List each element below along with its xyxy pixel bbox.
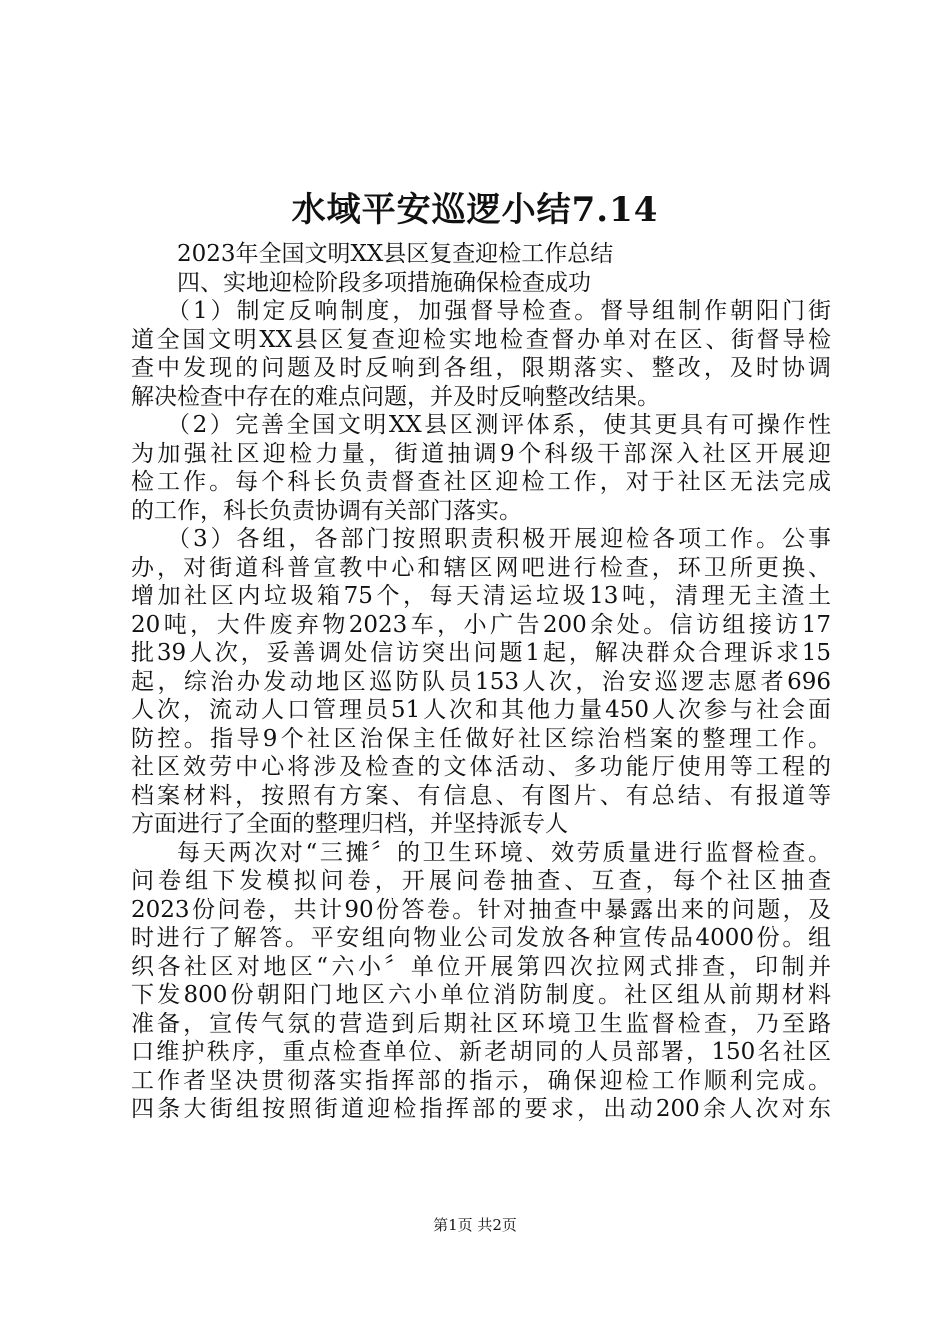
body-line: （2）完善全国文明XX县区测评体系，使其更具有可操作性: [167, 412, 831, 438]
body-line: 方面进行了全面的整理归档，并坚持派专人: [131, 811, 568, 837]
body-line: 防控。指导9个社区治保主任做好社区综治档案的整理工作。: [131, 725, 831, 752]
body-line: 2023份问卷，共计90份答卷。针对抽查中暴露出来的问题，及: [131, 896, 831, 923]
body-line: 起，综治办发动地区巡防队员153人次，治安巡逻志愿者696: [131, 668, 831, 695]
body-line: 社区效劳中心将涉及检查的文体活动、多功能厅使用等工程的: [131, 754, 831, 780]
body-line: 下发800份朝阳门地区六小单位消防制度。社区组从前期材料: [131, 982, 831, 1008]
body-line: 道全国文明XX县区复查迎检实地检查督办单对在区、街督导检: [131, 326, 831, 353]
body-line: 织各社区对地区“六小〞单位开展第四次拉网式排查，印制并: [131, 953, 831, 980]
body-line: 四条大街组按照街道迎检指挥部的要求，出动200余人次对东: [131, 1096, 831, 1122]
body-line: 办，对街道科普宣教中心和辖区网吧进行检查，环卫所更换、: [131, 554, 831, 581]
body-line: 人次，流动人口管理员51人次和其他力量450人次参与社会面: [131, 697, 831, 723]
body-line: 工作者坚决贯彻落实指挥部的指示，确保迎检工作顺利完成。: [131, 1067, 831, 1094]
document-title: 水域平安巡逻小结7.14: [291, 190, 659, 230]
body-line: 口维护秩序，重点检查单位、新老胡同的人员部署，150名社区: [131, 1039, 831, 1065]
body-line: 为加强社区迎检力量，街道抽调9个科级干部深入社区开展迎: [131, 440, 831, 467]
body-line: 查中发现的问题及时反响到各组，限期落实、整改，及时协调: [131, 355, 831, 381]
body-line: 增加社区内垃圾箱75个，每天清运垃圾13吨，清理无主渣土: [131, 583, 831, 609]
body-line: 2023年全国文明XX县区复查迎检工作总结: [177, 241, 614, 267]
body-line: 时进行了解答。平安组向物业公司发放各种宣传品4000份。组: [131, 925, 831, 951]
body-line: 批39人次，妥善调处信访突出问题1起，解决群众合理诉求15: [131, 640, 831, 666]
body-line: （1）制定反响制度，加强督导检查。督导组制作朝阳门街: [167, 298, 831, 324]
body-line: 每天两次对“三摊〞的卫生环境、效劳质量进行监督检查。: [177, 839, 831, 866]
body-line: 检工作。每个科长负责督查社区迎检工作，对于社区无法完成: [131, 469, 831, 495]
body-line: 问卷组下发模拟问卷，开展问卷抽查、互查，每个社区抽查: [131, 868, 831, 894]
document-body: [131, 240, 831, 1124]
body-line: 的工作，科长负责协调有关部门落实。: [131, 497, 522, 524]
body-line: 20吨，大件废弃物2023车，小广告200余处。信访组接访17: [131, 611, 831, 638]
body-line: （3）各组，各部门按照职责积极开展迎检各项工作。公事: [167, 526, 831, 552]
body-line: 准备，宣传气氛的营造到后期社区环境卫生监督检查，乃至路: [131, 1010, 831, 1037]
body-line: 四、实地迎检阶段多项措施确保检查成功: [177, 269, 591, 296]
body-line: 档案材料，按照有方案、有信息、有图片、有总结、有报道等: [131, 782, 831, 809]
body-line: 解决检查中存在的难点问题，并及时反响整改结果。: [131, 383, 660, 410]
page-footer: 第1页 共2页: [433, 1216, 517, 1234]
